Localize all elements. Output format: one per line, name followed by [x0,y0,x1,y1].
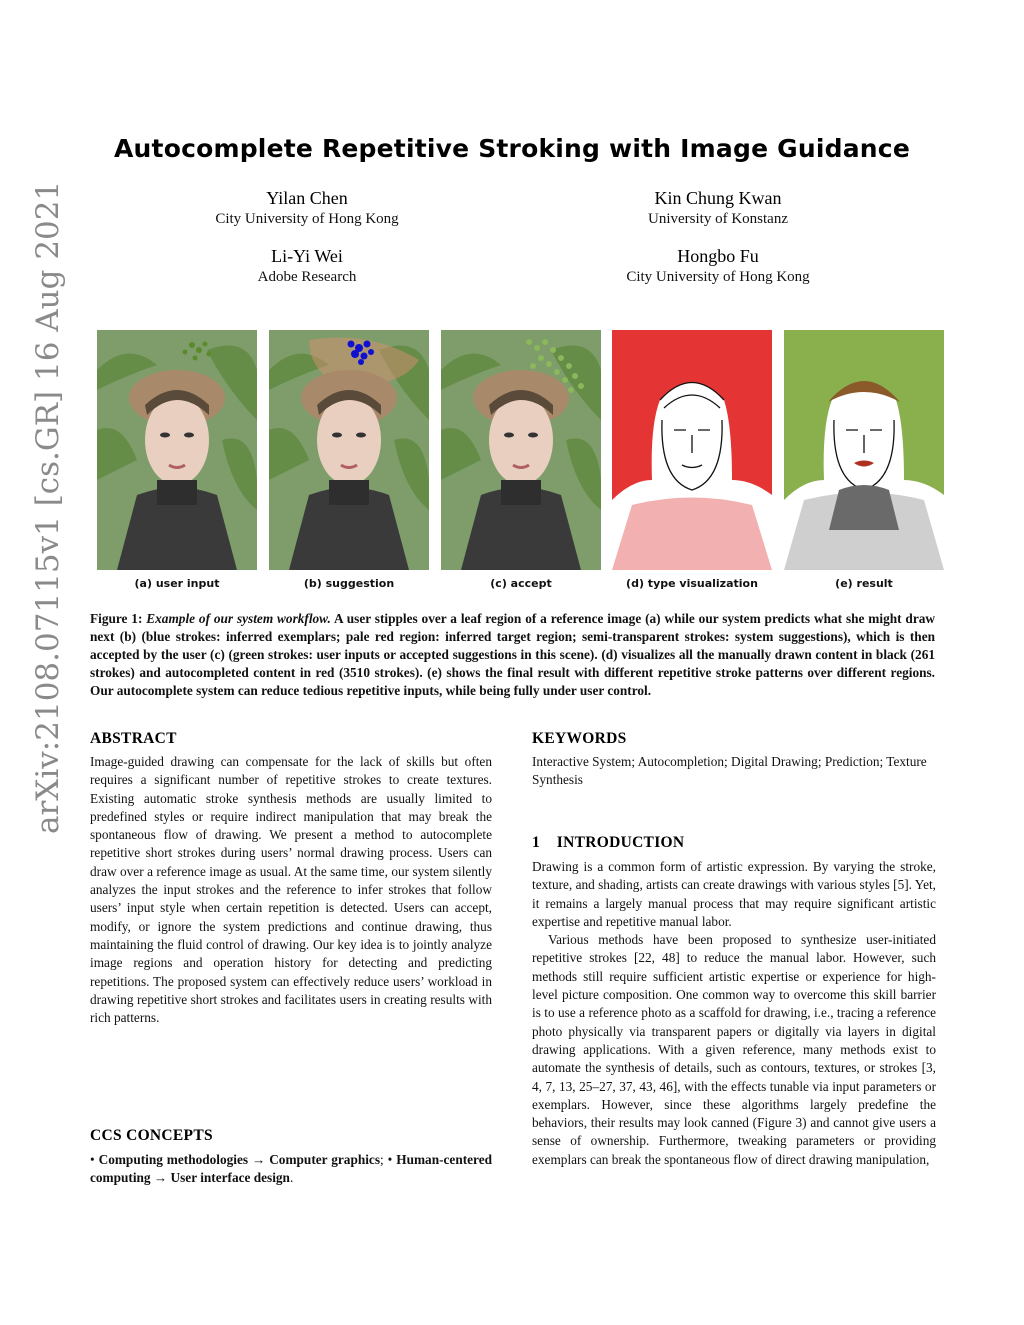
author-affiliation: Adobe Research [257,269,357,285]
panel-caption: (c) accept [490,577,552,590]
author-name: Hongbo Fu [677,246,759,266]
figure-panel-result [784,330,944,570]
figure-caption-title: Example of our system workflow. [146,611,331,626]
keywords-heading: KEYWORDS [532,730,627,747]
author-affiliation: University of Konstanz [648,211,788,227]
introduction-paragraph-1: Drawing is a common form of artistic expression. By varying the stroke, texture, and shading, artists can create drawings with various styles [5]. Yet, it remains a largely manual process that may require significant artistic expertise and repetitive manual labor. [532,859,936,929]
introduction-text [532,858,936,1169]
ccs-concept-1: Computing methodologies → Computer graphics [98,1152,381,1167]
panel-caption: (b) suggestion [303,577,395,590]
figure-panel-user-input [97,330,257,570]
introduction-paragraph-2: Various methods have been proposed to synthesize user-initiated repetitive strokes [22, 48] to reduce the manual labor. However, such methods still require sufficient artistic expertise or experience for high-level picture composition. One common way to overcome this skill barrier is to use a reference photo as a scaffold for drawing, i.e., tracing a reference photo physically via transparent papers or digitally via layers in digital drawing applications. With a given reference, many methods exist to automate the synthesis of details, such as contours, textures, or strokes [3, 4, 7, 13, 25–27, 37, 43, 46], with the effects tunable via input parameters or exemplars. However, since these algorithms largely predefine the behaviors, their results may look canned (Figure 3) and cannot give users a sense of ownership. Furthermore, tweaking parameters or providing exemplars can break the spontaneous flow of direct drawing manipulation, [532,932,936,1167]
author-name: Kin Chung Kwan [654,188,782,208]
arxiv-stamp: arXiv:2108.07115v1 [cs.GR] 16 Aug 2021 [30,180,66,834]
author-block [538,245,898,287]
keywords-paragraph: Interactive System; Autocompletion; Digital Drawing; Prediction; Texture Synthesis [532,754,927,788]
panel-caption: (a) user input [134,577,220,590]
panel-caption: (d) type visualization [626,577,758,590]
figure-caption-text: A user stipples over a leaf region of a reference image (a) while our system predicts what she might draw next (b) (blue strokes: inferred exemplars; pale red region: inferred target region; semi-transparent strokes: system suggestions), which is then accepted by the user (c) (green strokes: user inputs or accepted suggestions in this scene). (d) visualizes all the manually drawn content in black (261 strokes) and autocompleted content in red (3510 strokes). (e) shows the final result with different repetitive stroke patterns over different regions. Our autocomplete system can reduce tedious repetitive inputs, while being fully under user control. [90,611,935,698]
portrait-image [784,330,944,570]
section-number: 1 [532,834,541,851]
ccs-concepts: • Computing methodologies → Computer graphics; • Human-centered computing → User interface design. [90,1152,493,1186]
author-affiliation: City University of Hong Kong [626,269,810,285]
figure-label: Figure 1: [90,611,143,626]
collar [829,485,899,530]
abstract-heading: ABSTRACT [90,730,177,747]
abstract-paragraph: Image-guided drawing can compensate for the lack of skills but often requires a significant number of repetitive strokes to create textures. Existing automatic stroke synthesis methods are usually limited to predefined styles or require indirect manipulation that may break the spontaneous flow of drawing. We present a method to autocomplete repetitive short strokes during users’ normal drawing process. Users can draw over a reference image as usual. At the same time, our system silently analyzes the input strokes and the reference to infer strokes that follow users’ input style when certain repetition is detected. Users can accept, modify, or ignore the system predictions and continue drawing, thus maintaining the fluid control of drawing. Our key idea is to jointly analyze image regions and operation history for detecting and predicting repetitions. The proposed system can effectively reduce users’ workload in drawing repetitive short strokes and facilitates users in creating results with rich patterns. [90,754,492,1026]
introduction-heading [532,834,684,852]
panel-caption: (e) result [835,577,893,590]
author-block [538,187,898,229]
portrait-image [269,330,429,570]
portrait-image [612,330,772,570]
author-block [127,187,487,229]
author-block [127,245,487,287]
ccs-concept-2: Human-centered computing → User interface design [90,1152,493,1186]
author-name: Li-Yi Wei [271,246,343,266]
ccs-heading: CCS CONCEPTS [90,1127,213,1144]
paper-title: Autocomplete Repetitive Stroking with Image Guidance [114,134,910,163]
figure-panel-suggestion [269,330,429,570]
author-affiliation: City University of Hong Kong [215,211,399,227]
portrait-image [97,330,257,570]
portrait-image [441,330,601,570]
abstract-text [90,753,492,1027]
figure-panel-type-visualization [612,330,772,570]
figure-caption [90,610,935,700]
section-title: INTRODUCTION [556,834,685,851]
figure-panel-accept [441,330,601,570]
author-name: Yilan Chen [266,188,348,208]
keywords-text [532,753,936,790]
